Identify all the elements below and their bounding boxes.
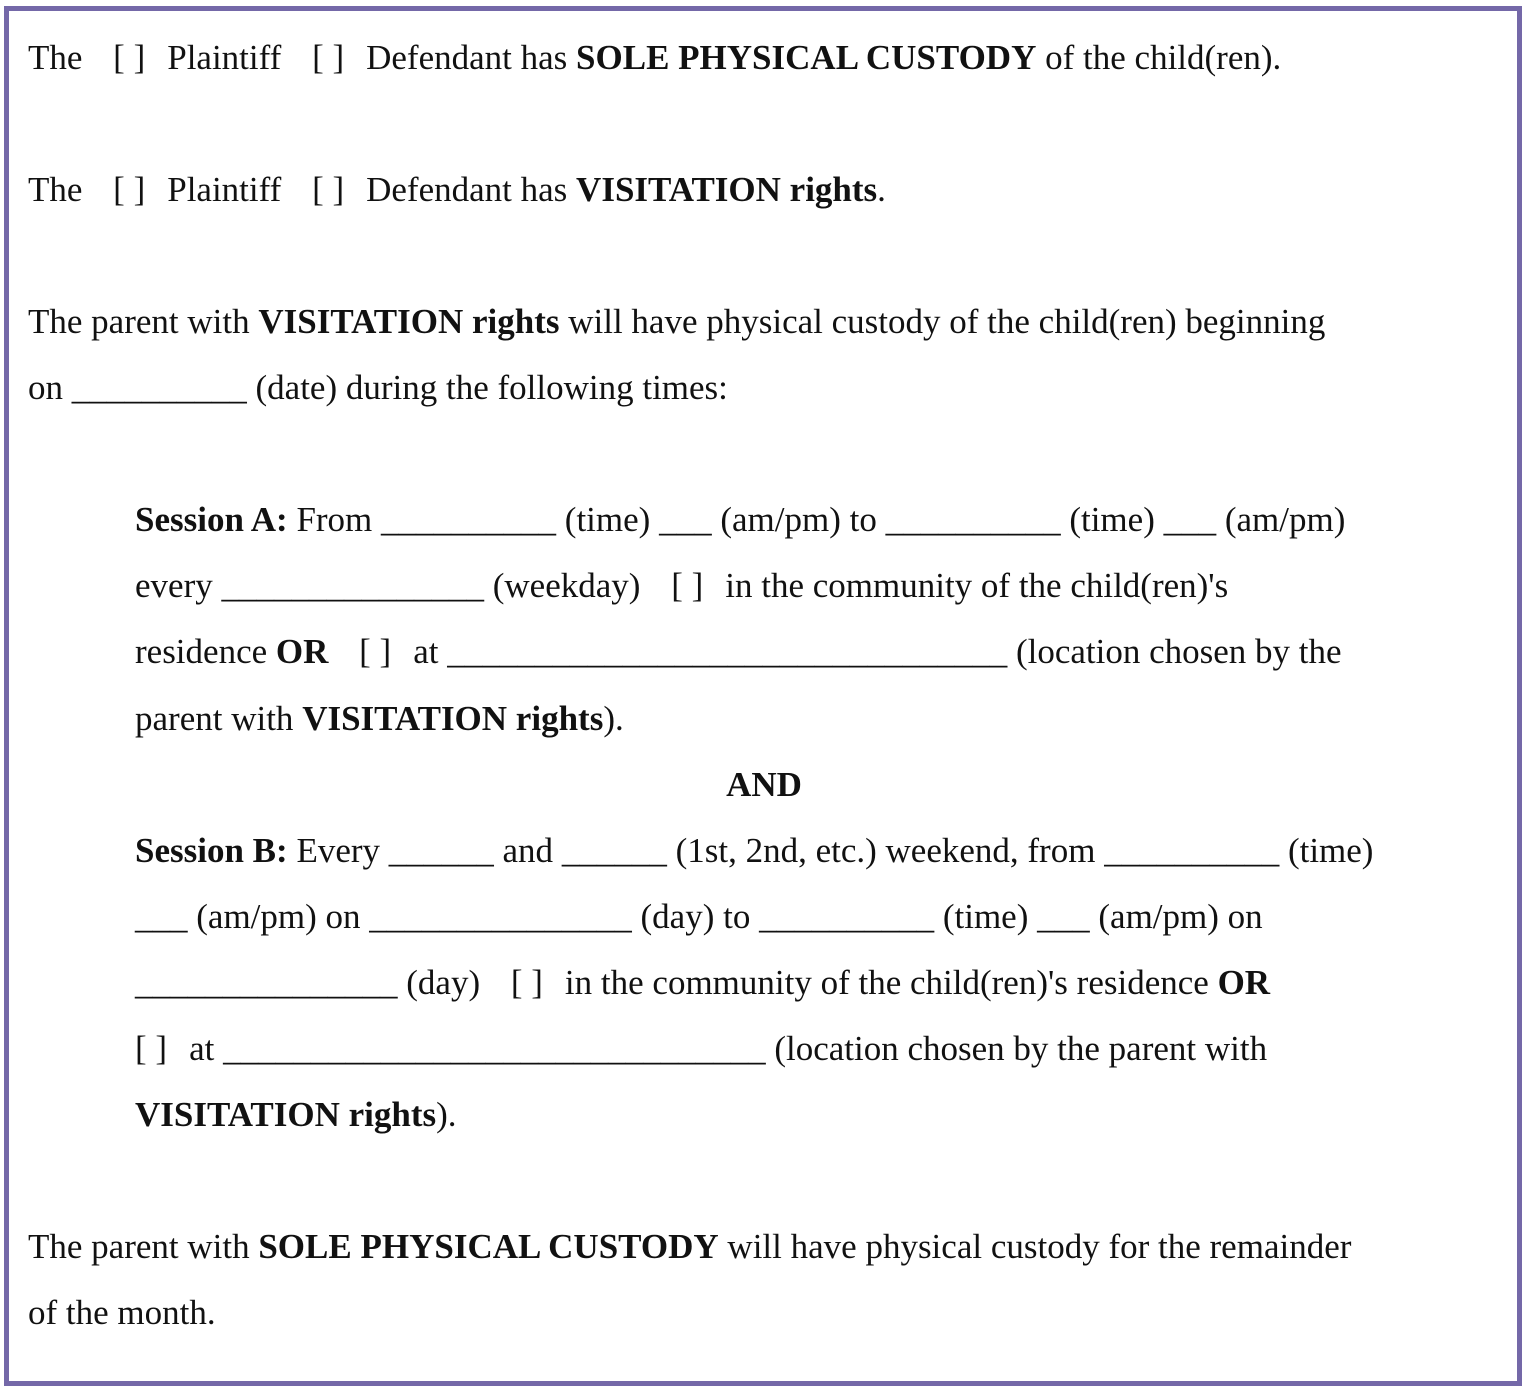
text: on (28, 368, 63, 407)
text: and (502, 831, 554, 870)
session-a-line-2 (135, 566, 1228, 606)
end-day-blank[interactable]: _______________ (135, 963, 398, 1002)
end-time-blank[interactable]: __________ (885, 500, 1061, 539)
text: (day) to (640, 897, 751, 936)
weekday-blank[interactable]: _______________ (221, 566, 484, 605)
remainder-line-2 (28, 1293, 216, 1333)
text: will have physical custody of the child(ren) beginning (568, 302, 1326, 341)
visitation-bold: VISITATION rights (258, 302, 560, 341)
or-bold: OR (275, 632, 329, 671)
end-ampm-blank[interactable]: ___ (1163, 500, 1217, 539)
location-blank[interactable]: _______________________________ (223, 1029, 766, 1068)
plaintiff-checkbox[interactable]: [ ] (113, 170, 146, 209)
session-b-line-3 (135, 963, 1270, 1003)
community-checkbox[interactable]: [ ] (671, 566, 704, 605)
text: (location chosen by the (1015, 632, 1342, 671)
weekend-blank-1[interactable]: ______ (388, 831, 494, 870)
text: every (135, 566, 213, 605)
text: (am/pm) to (720, 500, 877, 539)
session-a-label: Session A: (135, 500, 288, 539)
text: The parent with (28, 302, 250, 341)
start-time-blank[interactable]: __________ (381, 500, 557, 539)
text: of the child(ren). (1045, 38, 1282, 77)
text: (time) (942, 897, 1029, 936)
text: residence (135, 632, 268, 671)
text: . (877, 170, 886, 209)
end-time-blank[interactable]: __________ (759, 897, 935, 936)
text: will have physical custody for the remainder (727, 1227, 1352, 1266)
sole-custody-bold: SOLE PHYSICAL CUSTODY (258, 1227, 719, 1266)
or-bold: OR (1217, 963, 1271, 1002)
text: (am/pm) (1224, 500, 1346, 539)
plaintiff-label: Plaintiff (167, 170, 282, 209)
text: at (189, 1029, 215, 1068)
sole-custody-bold: SOLE PHYSICAL CUSTODY (576, 38, 1037, 77)
text: parent with (135, 699, 294, 738)
text: (weekday) (492, 566, 641, 605)
start-ampm-blank[interactable]: ___ (135, 897, 188, 936)
text: (am/pm) on (196, 897, 361, 936)
visitation-begin-line-1 (28, 302, 1325, 342)
defendant-checkbox[interactable]: [ ] (312, 170, 345, 209)
weekend-blank-2[interactable]: ______ (561, 831, 667, 870)
text: ). (436, 1095, 457, 1134)
text: (date) during the following times: (255, 368, 728, 407)
text: (am/pm) on (1098, 897, 1263, 936)
remainder-line-1 (28, 1227, 1351, 1267)
session-b-line-1 (135, 831, 1373, 871)
and-label: AND (726, 765, 802, 804)
visitation-bold: VISITATION rights (576, 170, 878, 209)
visitation-line (28, 170, 886, 210)
text: in the community of the child(ren)'s (725, 566, 1229, 605)
session-b-line-5 (135, 1095, 457, 1135)
visitation-bold: VISITATION rights (135, 1095, 437, 1134)
start-ampm-blank[interactable]: ___ (659, 500, 712, 539)
community-checkbox[interactable]: [ ] (510, 963, 543, 1002)
sole-custody-line (28, 38, 1281, 78)
session-a-line-1 (135, 500, 1345, 540)
text: The parent with (28, 1227, 250, 1266)
defendant-label: Defendant has (366, 38, 568, 77)
text: (time) (564, 500, 651, 539)
location-checkbox[interactable]: [ ] (135, 1029, 168, 1068)
text: (1st, 2nd, etc.) weekend, from (675, 831, 1096, 870)
text: (time) (1069, 500, 1155, 539)
location-blank[interactable]: ________________________________ (447, 632, 1008, 671)
text: Every (296, 831, 381, 870)
text: The (28, 170, 83, 209)
text: (time) (1287, 831, 1374, 870)
plaintiff-label: Plaintiff (167, 38, 282, 77)
start-time-blank[interactable]: __________ (1104, 831, 1280, 870)
location-checkbox[interactable]: [ ] (359, 632, 392, 671)
and-heading (0, 765, 1528, 805)
visitation-bold: VISITATION rights (302, 699, 604, 738)
end-ampm-blank[interactable]: ___ (1037, 897, 1090, 936)
text: ). (603, 699, 624, 738)
document-frame (4, 6, 1522, 1386)
session-a-line-4 (135, 699, 624, 739)
text: (day) (406, 963, 481, 1002)
date-blank[interactable]: __________ (71, 368, 247, 407)
text: in the community of the child(ren)'s residence (564, 963, 1209, 1002)
text: of the month. (28, 1293, 216, 1332)
defendant-checkbox[interactable]: [ ] (312, 38, 345, 77)
text: From (296, 500, 373, 539)
visitation-begin-line-2 (28, 368, 728, 408)
session-b-line-2 (135, 897, 1263, 937)
text: (location chosen by the parent with (774, 1029, 1268, 1068)
session-b-line-4 (135, 1029, 1267, 1069)
defendant-label: Defendant has (366, 170, 568, 209)
plaintiff-checkbox[interactable]: [ ] (113, 38, 146, 77)
session-b-label: Session B: (135, 831, 288, 870)
text: at (413, 632, 439, 671)
start-day-blank[interactable]: _______________ (369, 897, 632, 936)
session-a-line-3 (135, 632, 1342, 672)
text: The (28, 38, 83, 77)
